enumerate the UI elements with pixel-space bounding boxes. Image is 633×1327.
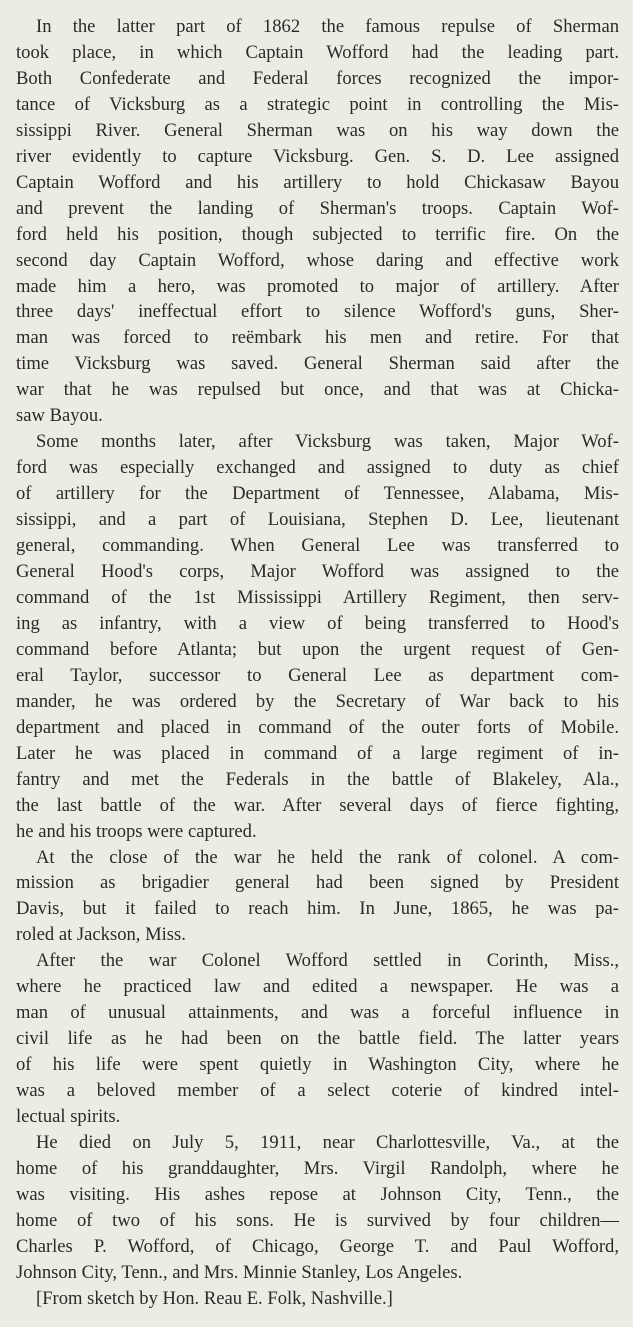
text-line: roled at Jackson, Miss. bbox=[16, 924, 186, 946]
paragraph-after-the-war bbox=[16, 948, 619, 1130]
text-line: ford was especially exchanged and assigned to duty as chief bbox=[16, 457, 619, 479]
text-line: man was forced to reëmbark his men and retire. For that bbox=[16, 327, 619, 349]
text-line: mander, he was ordered by the Secretary of War back to his bbox=[16, 690, 619, 712]
text-line: the last battle of the war. After several days of fierce fighting, bbox=[16, 794, 619, 816]
text-line: command of the 1st Mississippi Artillery Regiment, then serv- bbox=[16, 586, 619, 608]
text-line: department and placed in command of the outer forts of Mobile. bbox=[16, 716, 619, 738]
text-line: eral Taylor, successor to General Lee as department com- bbox=[16, 664, 619, 686]
text-line: time Vicksburg was saved. General Sherman said after the bbox=[16, 353, 619, 375]
text-line: made him a hero, was promoted to major of artillery. After bbox=[16, 275, 619, 297]
text-line: was visiting. His ashes repose at Johnson City, Tenn., the bbox=[16, 1183, 619, 1205]
text-line: where he practiced law and edited a newspaper. He was a bbox=[16, 976, 619, 998]
text-line: Davis, but it failed to reach him. In June, 1865, he was pa- bbox=[16, 898, 619, 920]
text-line: was a beloved member of a select coterie of kindred intel- bbox=[16, 1080, 619, 1102]
text-line: saw Bayou. bbox=[16, 405, 103, 427]
text-line: river evidently to capture Vicksburg. Gen. S. D. Lee assigned bbox=[16, 145, 619, 167]
text-line: and prevent the landing of Sherman's troops. Captain Wof- bbox=[16, 197, 619, 219]
text-line: home of two of his sons. He is survived by four children— bbox=[16, 1209, 619, 1231]
text-line: [From sketch by Hon. Reau E. Folk, Nashville.] bbox=[36, 1287, 393, 1309]
text-line: Charles P. Wofford, of Chicago, George T. and Paul Wofford, bbox=[16, 1235, 619, 1257]
text-line: After the war Colonel Wofford settled in Corinth, Miss., bbox=[36, 950, 619, 972]
source-attribution bbox=[16, 1286, 619, 1312]
text-line: mission as brigadier general had been signed by President bbox=[16, 872, 619, 894]
text-line: He died on July 5, 1911, near Charlottesville, Va., at the bbox=[36, 1131, 619, 1153]
paragraph-close-of-war bbox=[16, 845, 619, 949]
text-line: second day Captain Wofford, whose daring and effective work bbox=[16, 249, 619, 271]
text-line: three days' ineffectual effort to silence Wofford's guns, Sher- bbox=[16, 301, 619, 323]
text-line: sissippi, and a part of Louisiana, Stephen D. Lee, lieutenant bbox=[16, 509, 619, 531]
text-line: took place, in which Captain Wofford had the leading part. bbox=[16, 41, 619, 63]
paragraph-sherman-repulse bbox=[16, 14, 619, 429]
text-line: Some months later, after Vicksburg was taken, Major Wof- bbox=[36, 431, 619, 453]
text-line: Both Confederate and Federal forces recognized the impor- bbox=[16, 67, 619, 89]
text-line: war that he was repulsed but once, and that was at Chicka- bbox=[16, 379, 619, 401]
text-line: General Hood's corps, Major Wofford was assigned to the bbox=[16, 561, 619, 583]
text-line: Johnson City, Tenn., and Mrs. Minnie Stanley, Los Angeles. bbox=[16, 1261, 463, 1283]
text-line: command before Atlanta; but upon the urgent request of Gen- bbox=[16, 638, 619, 660]
text-line: In the latter part of 1862 the famous repulse of Sherman bbox=[36, 16, 619, 37]
text-line: of his life were spent quietly in Washington City, where he bbox=[16, 1054, 619, 1076]
text-line: civil life as he had been on the battle field. The latter years bbox=[16, 1028, 619, 1050]
text-line: Captain Wofford and his artillery to hold Chickasaw Bayou bbox=[16, 171, 619, 193]
text-line: Later he was placed in command of a large regiment of in- bbox=[16, 742, 619, 764]
text-line: home of his granddaughter, Mrs. Virgil Randolph, where he bbox=[16, 1157, 619, 1179]
text-line: At the close of the war he held the rank of colonel. A com- bbox=[36, 846, 619, 868]
text-line: lectual spirits. bbox=[16, 1106, 121, 1128]
text-line: he and his troops were captured. bbox=[16, 820, 257, 842]
paragraph-death bbox=[16, 1130, 619, 1286]
paragraph-chief-of-artillery bbox=[16, 429, 619, 844]
text-line: fantry and met the Federals in the battle of Blakeley, Ala., bbox=[16, 768, 619, 790]
text-line: tance of Vicksburg as a strategic point in controlling the Mis- bbox=[16, 93, 619, 115]
text-line: ing as infantry, with a view of being transferred to Hood's bbox=[16, 612, 619, 634]
text-line: man of unusual attainments, and was a forceful influence in bbox=[16, 1002, 619, 1024]
text-line: sissippi River. General Sherman was on his way down the bbox=[16, 119, 619, 141]
text-line: ford held his position, though subjected to terrific fire. On the bbox=[16, 223, 619, 245]
text-line: of artillery for the Department of Tennessee, Alabama, Mis- bbox=[16, 483, 619, 505]
text-line: general, commanding. When General Lee was transferred to bbox=[16, 535, 619, 557]
